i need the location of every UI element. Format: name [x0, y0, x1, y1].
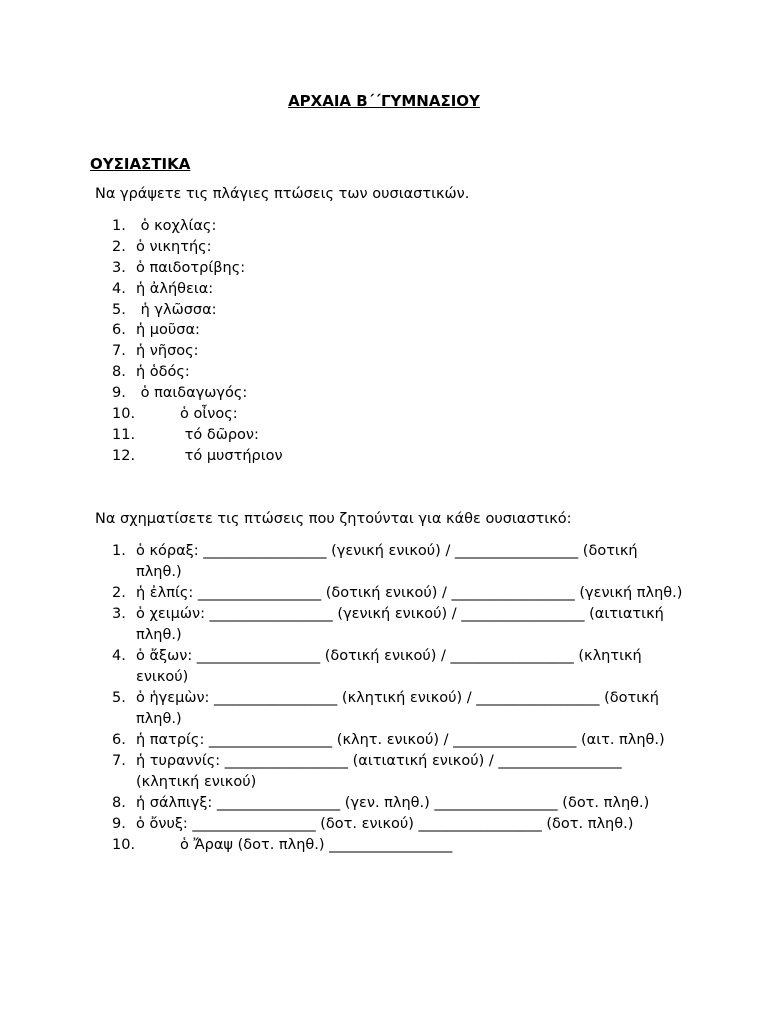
item-text: ὁ παιδοτρίβης:	[136, 259, 246, 276]
list-item	[112, 688, 687, 730]
item-number: 7.	[112, 753, 126, 769]
list-item	[112, 341, 283, 362]
item-text: ἡ νῆσος:	[136, 343, 199, 360]
instruction-2: Να σχηματίσετε τις πτώσεις που ζητούνται για κάθε ουσιαστικό:	[95, 511, 572, 527]
page-title: ΑΡΧΑΙΑ Β΄΄ΓΥΜΝΑΣΙΟΥ	[288, 92, 480, 110]
item-text: ἡ ἀλήθεια:	[136, 280, 214, 297]
item-text: ὁ ὄνυξ: _________________ (δοτ. ενικού) _________________ (δοτ. πληθ.)	[136, 816, 634, 832]
item-number: 2.	[112, 238, 126, 255]
item-text: ἡ ἐλπίς: _________________ (δοτική ενικού) / _________________ (γενική πληθ.)	[136, 585, 683, 601]
item-number: 5.	[112, 690, 126, 706]
list-item	[112, 300, 283, 321]
list-item	[112, 383, 283, 404]
item-text: ὁ κόραξ: _________________ (γενική ενικού) / _________________ (δοτική πληθ.)	[136, 543, 638, 580]
item-number: 6.	[112, 732, 126, 748]
item-number: 8.	[112, 795, 126, 811]
item-text: ἡ πατρίς: _________________ (κλητ. ενικού) / _________________ (αιτ. πληθ.)	[136, 732, 665, 748]
item-text: ὁ νικητής:	[136, 238, 212, 255]
item-text: ὁ κοχλίας:	[136, 218, 217, 234]
item-text: ὁ χειμών: _________________ (γενική ενικού) / _________________ (αιτιατική πληθ.)	[136, 606, 664, 643]
item-number: 7.	[112, 343, 126, 360]
item-number: 4.	[112, 648, 126, 664]
item-text: ὁ Ἄραψ (δοτ. πληθ.) _________________	[180, 837, 453, 853]
item-number: 9.	[112, 816, 126, 832]
list-item	[112, 604, 687, 646]
list-item	[112, 404, 283, 425]
item-text: τό μυστήριον	[180, 447, 283, 464]
list-item	[112, 793, 687, 814]
list-item	[112, 583, 687, 604]
item-number: 12.	[112, 447, 136, 464]
list-item	[112, 730, 687, 751]
list-item	[112, 425, 283, 446]
item-text: ὁ ἡγεμὼν: _________________ (κλητική ενικού) / _________________ (δοτική πληθ.)	[136, 690, 659, 727]
list-item	[112, 646, 687, 688]
item-number: 3.	[112, 259, 126, 276]
item-text: ἡ τυραννίς: _________________ (αιτιατική ενικού) / _________________ (κλητική ενικού)	[136, 753, 622, 790]
item-number: 9.	[112, 385, 126, 402]
item-number: 10.	[112, 837, 136, 853]
item-number: 3.	[112, 606, 126, 622]
list-item	[112, 835, 687, 856]
list-item	[112, 216, 283, 237]
list-item	[112, 320, 283, 341]
item-text: ὁ οἶνος:	[180, 406, 238, 423]
item-text: ἡ γλῶσσα:	[136, 301, 217, 318]
instruction-1: Να γράψετε τις πλάγιες πτώσεις των ουσιαστικών.	[95, 186, 470, 202]
item-text: ἡ μοῦσα:	[136, 322, 200, 339]
item-text: ὁ παιδαγωγός:	[136, 385, 248, 402]
item-text: ὁ ἄξων: _________________ (δοτική ενικού) / _________________ (κλητική ενικού)	[136, 648, 642, 685]
cases-exercise-list	[112, 541, 687, 856]
section-heading: ΟΥΣΙΑΣΤΙΚΑ	[90, 155, 191, 173]
list-item	[112, 258, 283, 279]
list-item	[112, 541, 687, 583]
item-number: 1.	[112, 543, 126, 559]
item-text: ἡ σάλπιγξ: _________________ (γεν. πληθ.) _________________ (δοτ. πληθ.)	[136, 795, 650, 811]
list-item	[112, 814, 687, 835]
list-item	[112, 751, 687, 793]
item-number: 8.	[112, 364, 126, 381]
item-number: 4.	[112, 280, 126, 297]
nouns-list	[112, 216, 283, 467]
item-text: τό δῶρον:	[180, 426, 259, 443]
item-number: 10.	[112, 406, 136, 423]
item-number: 1.	[112, 218, 126, 234]
list-item	[112, 362, 283, 383]
item-number: 5.	[112, 301, 126, 318]
list-item	[112, 279, 283, 300]
list-item	[112, 446, 283, 467]
item-number: 2.	[112, 585, 126, 601]
list-item	[112, 237, 283, 258]
item-number: 6.	[112, 322, 126, 339]
item-number: 11.	[112, 426, 136, 443]
item-text: ἡ ὁδός:	[136, 364, 190, 381]
